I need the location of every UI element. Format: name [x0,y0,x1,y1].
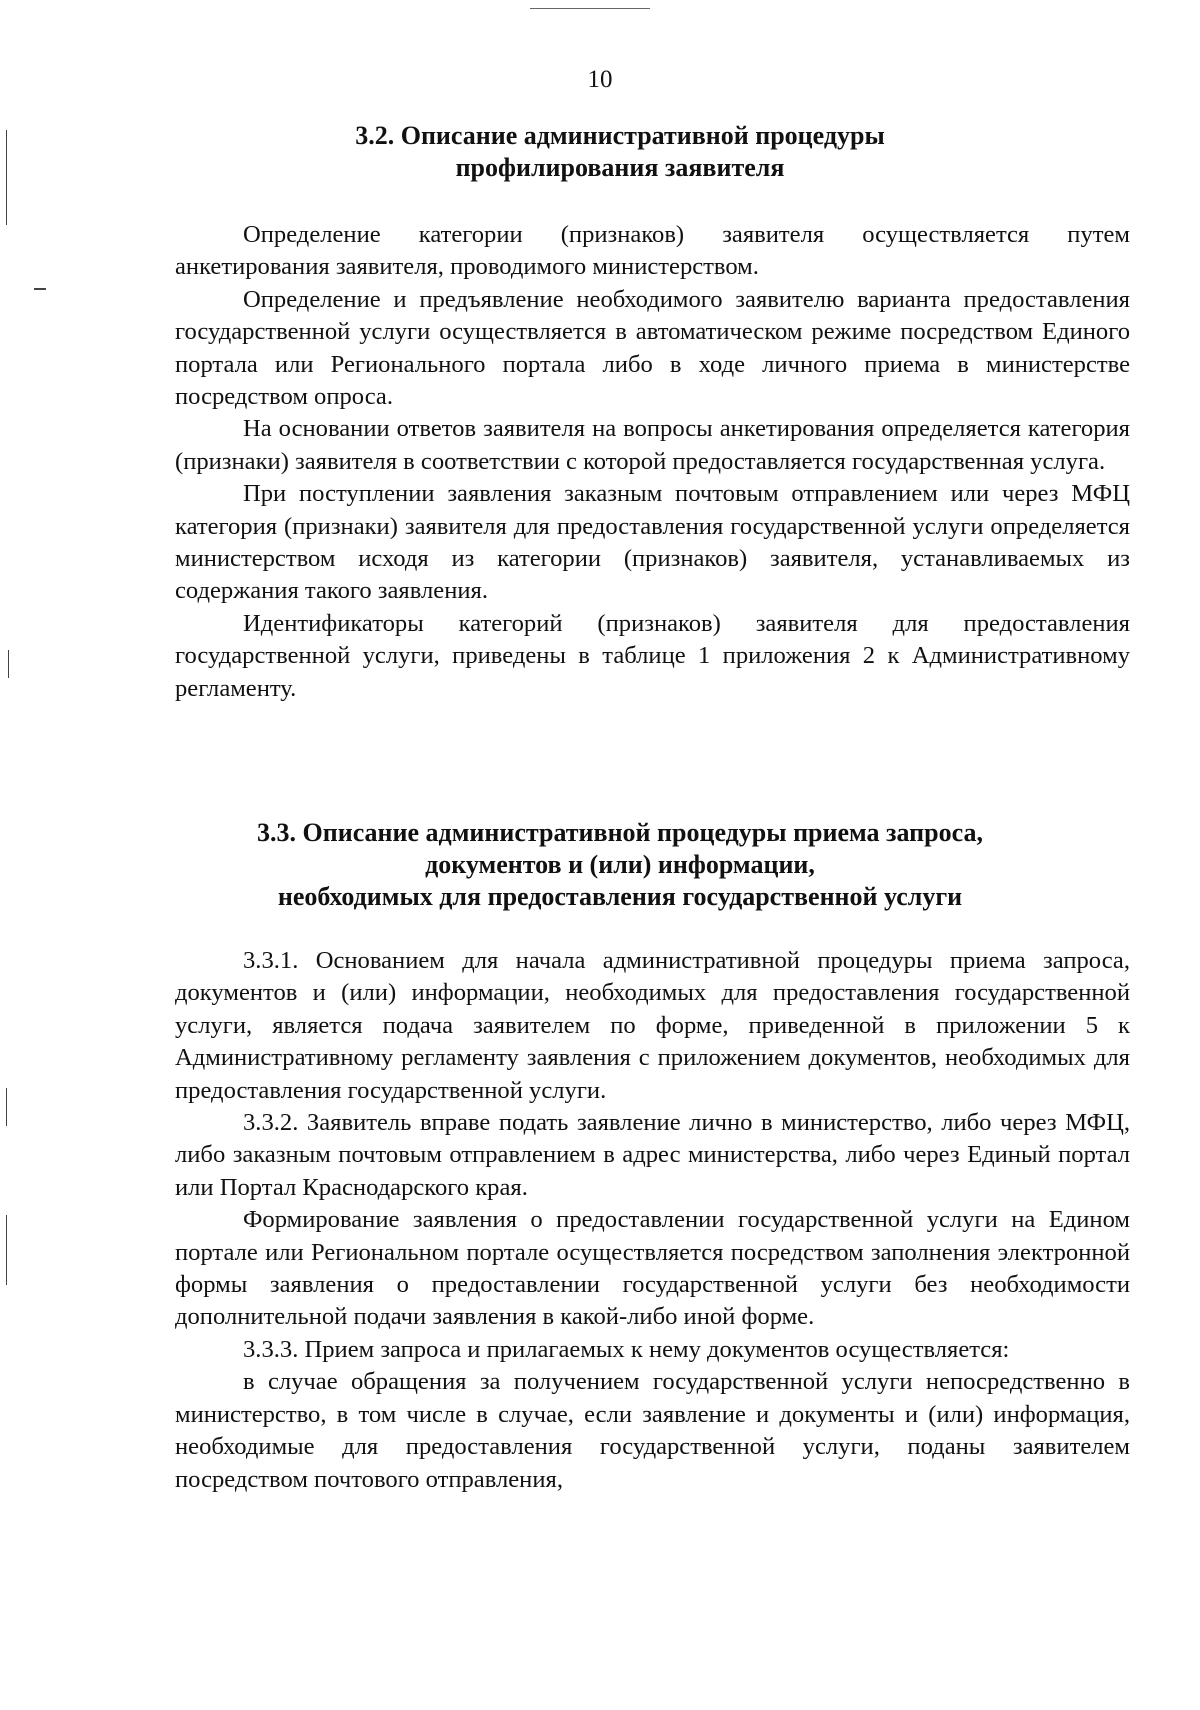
section-3-3-heading [0,817,1200,913]
paragraph: в случае обращения за получением государственной услуги непосредственно в министерство, в том числе в случае, если заявление и документы и (или) информация, необходимые для предоставления государственной услуги, поданы заявителем посредством почтового отправления, [175,1368,1130,1493]
heading-line: необходимых для предоставления государственной услуги [277,882,963,911]
paragraph: На основании ответов заявителя на вопросы анкетирования определяется категория (признаки) заявителя в соответствии с которой предоставляется государственная услуга. [175,415,1130,475]
paragraph: При поступлении заявления заказным почтовым отправлением или через МФЦ категория (признаки) заявителя для предоставления государственной услуги определяется министерством исходя из категории (признаков) заявителя, устанавливаемых из содержания такого заявления. [175,480,1130,605]
heading-line: 3.2. Описание административной процедуры [355,121,885,150]
section-3-3-body [175,945,1130,1496]
heading-line: 3.3. Описание административной процедуры приема запроса, [257,818,983,847]
paragraph: 3.3.3. Прием запроса и прилагаемых к нему документов осуществляется: [243,1335,1010,1363]
scan-artifact-left-4 [6,1088,7,1126]
paragraph: Формирование заявления о предоставлении государственной услуги на Едином портале или Региональном портале осуществляется посредством заполнения электронной формы заявления о предоставлении государственной услуги без необходимости дополнительной подачи заявления в какой-либо иной форме. [175,1206,1130,1331]
scan-artifact-left-5 [6,1215,7,1285]
paragraph: Определение категории (признаков) заявителя осуществляется путем анкетирования заявителя, проводимого министерством. [175,221,1130,281]
page-number: 10 [587,66,613,93]
heading-line: профилирования заявителя [455,153,785,182]
paragraph: 3.3.2. Заявитель вправе подать заявление лично в министерство, либо через МФЦ, либо заказным почтовым отправлением в адрес министерства, либо через Единый портал или Портал Краснодарского края. [175,1109,1130,1201]
scan-artifact-left-3 [8,650,9,678]
paragraph: Определение и предъявление необходимого заявителю варианта предоставления государственной услуги осуществляется в автоматическом режиме посредством Единого портала или Регионального портала либо в ходе личного приема в министерстве посредством опроса. [175,285,1130,411]
paragraph: 3.3.1. Основанием для начала административной процедуры приема запроса, документов и (или) информации, необходимых для предоставления государственной услуги, является подача заявителем по форме, приведенной в приложении 5 к Административному регламенту заявления с приложением документов, необходимых для предоставления государственной услуги. [175,947,1130,1104]
scan-artifact-top [530,8,650,9]
section-3-2-heading [0,120,1200,184]
paragraph: Идентификаторы категорий (признаков) заявителя для предоставления государственной услуги, приведены в таблице 1 приложения 2 к Административному регламенту. [175,609,1130,702]
scan-artifact-left-2 [34,288,46,290]
heading-line: документов и (или) информации, [425,850,815,879]
section-3-2-body [175,219,1130,705]
